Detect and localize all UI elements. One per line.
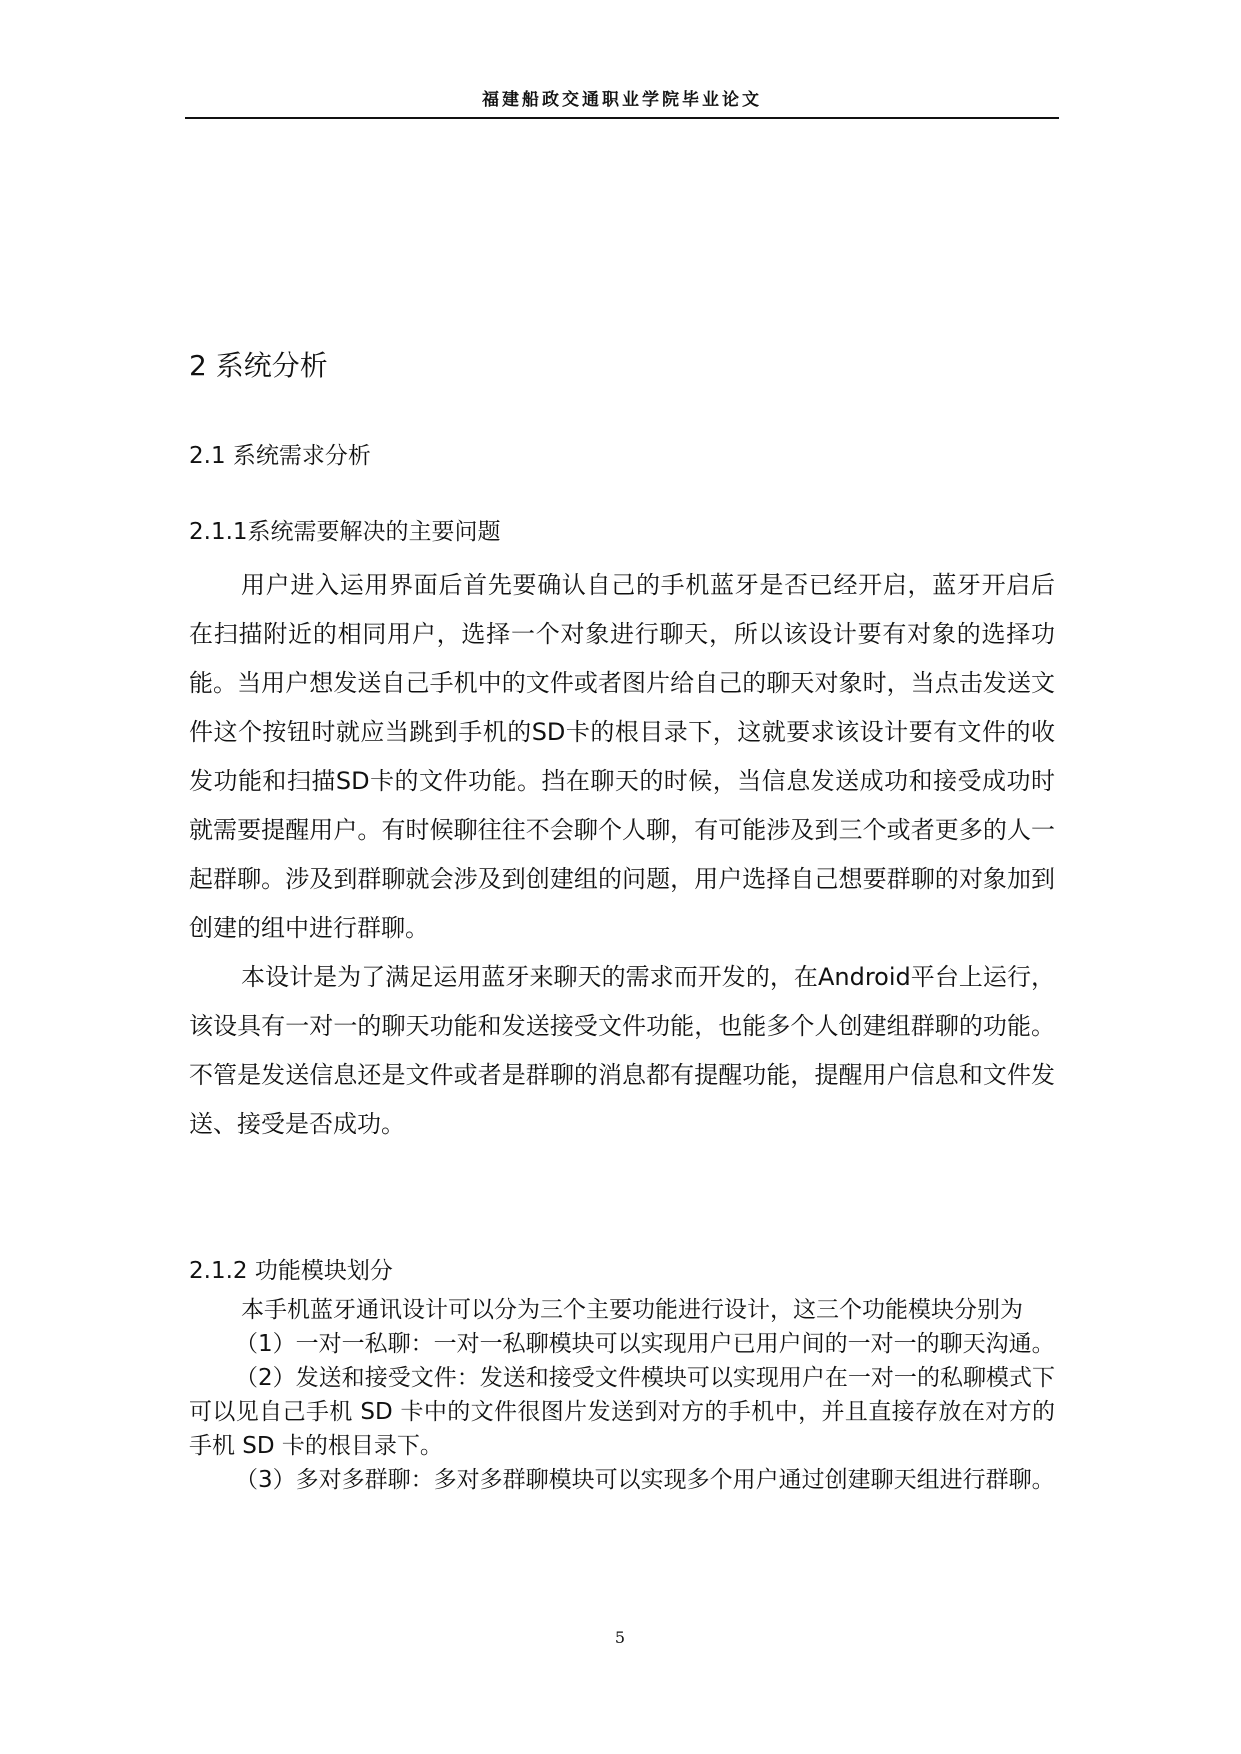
subsection-heading-modules: 2.1.2 功能模块划分 <box>189 1258 393 1284</box>
module-list-block <box>189 1293 1055 1497</box>
subsection-heading-main-problems: 2.1.1系统需要解决的主要问题 <box>189 519 501 545</box>
running-header-title: 福建船政交通职业学院毕业论文 <box>482 90 762 110</box>
module-intro-paragraph: 本手机蓝牙通讯设计可以分为三个主要功能进行设计，这三个功能模块分别为 <box>241 1297 1023 1323</box>
body-paragraph-problems: 用户进入运用界面后首先要确认自己的手机蓝牙是否已经开启，蓝牙开启后在扫描附近的相同用户，选择一个对象进行聊天，所以该设计要有对象的选择功能。当用户想发送自己手机中的文件或者图片给自己的聊天对象时，当点击发送文件这个按钮时就应当跳到手机的SD卡的根目录下，这就要求该设计要有文件的收发功能和扫描SD卡的文件功能。挡在聊天的时候，当信息发送成功和接受成功时就需要提醒用户。有时候聊往往不会聊个人聊，有可能涉及到三个或者更多的人一起群聊。涉及到群聊就会涉及到创建组的问题，用户选择自己想要群聊的对象加到创建的组中进行群聊。 <box>189 571 1055 942</box>
section-heading: 2.1 系统需求分析 <box>189 443 371 469</box>
module-item-file-transfer: （2）发送和接受文件：发送和接受文件模块可以实现用户在一对一的私聊模式下可以见自己手机 SD 卡中的文件很图片发送到对方的手机中，并且直接存放在对方的手机 SD 卡的根目录下。 <box>189 1365 1055 1459</box>
module-item-private-chat: （1）一对一私聊：一对一私聊模块可以实现用户已用户间的一对一的聊天沟通。 <box>235 1331 1055 1357</box>
chapter-heading: 2 系统分析 <box>189 349 328 382</box>
body-paragraph-design-purpose: 本设计是为了满足运用蓝牙来聊天的需求而开发的，在Android平台上运行，该设具有一对一的聊天功能和发送接受文件功能，也能多个人创建组群聊的功能。不管是发送信息还是文件或者是群聊的消息都有提醒功能，提醒用户信息和文件发送、接受是否成功。 <box>189 963 1055 1138</box>
page-number: 5 <box>614 1628 626 1647</box>
module-item-group-chat: （3）多对多群聊：多对多群聊模块可以实现多个用户通过创建聊天组进行群聊。 <box>235 1467 1055 1493</box>
header-divider <box>185 117 1059 119</box>
